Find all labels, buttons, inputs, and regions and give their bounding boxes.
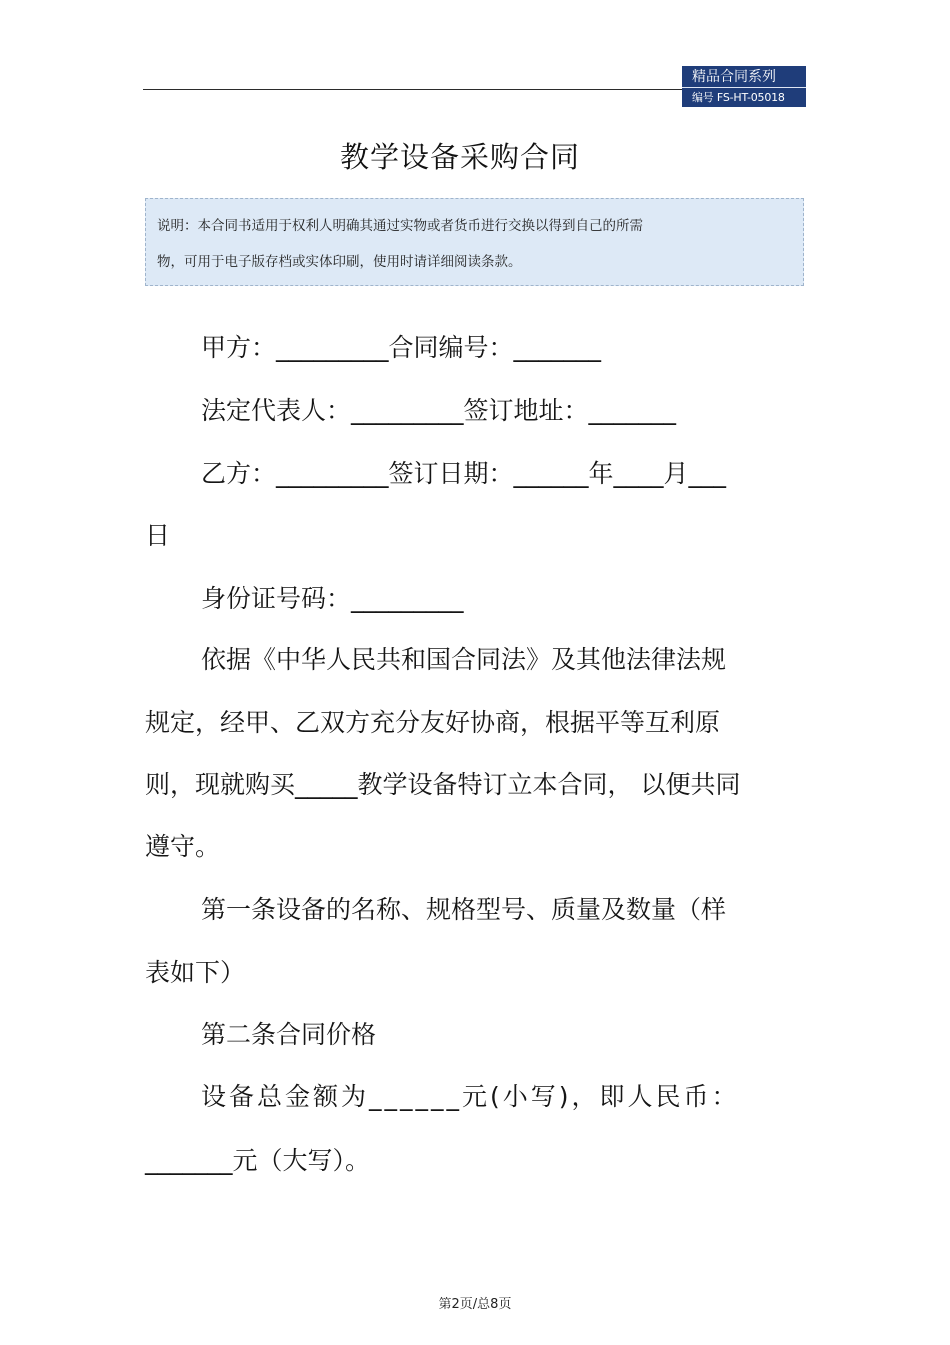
notice-line: 说明：本合同书适用于权利人明确其通过实物或者货币进行交换以得到自己的所需 xyxy=(157,218,643,234)
header-rule xyxy=(143,89,683,90)
article-two-heading: 第二条合同价格 xyxy=(201,1020,377,1049)
article-one-line: 表如下） xyxy=(145,958,246,987)
total-amount-line: _______元（大写）。 xyxy=(145,1146,371,1175)
notice-box xyxy=(145,198,804,286)
preamble-line: 依据《中华人民共和国合同法》及其他法律法规 xyxy=(201,645,727,674)
preamble-line: 遵守。 xyxy=(145,832,221,861)
series-label: 精品合同系列 xyxy=(682,66,806,88)
series-badge xyxy=(682,66,806,107)
legal-representative-line: 法定代表人：_________签订地址：_______ xyxy=(201,396,677,425)
document-code: 编号 FS-HT-05018 xyxy=(692,91,785,104)
page-title: 教学设备采购合同 xyxy=(339,140,580,174)
day-line: 日 xyxy=(145,521,171,550)
party-b-line: 乙方：_________签订日期：______年____月___ xyxy=(201,459,727,488)
total-amount-line: 设备总金额为______元(小写)，即人民币： xyxy=(201,1082,740,1111)
id-number-line: 身份证号码：_________ xyxy=(201,584,464,613)
article-one-line: 第一条设备的名称、规格型号、质量及数量（样 xyxy=(201,895,727,924)
party-a-line: 甲方：_________合同编号：_______ xyxy=(201,333,602,362)
preamble-line: 规定，经甲、乙双方充分友好协商，根据平等互利原 xyxy=(145,708,721,737)
page-indicator: 第2页/总8页 xyxy=(438,1297,512,1312)
notice-line: 物，可用于电子版存档或实体印刷，使用时请详细阅读条款。 xyxy=(157,254,522,270)
preamble-line: 则，现就购买_____教学设备特订立本合同， 以便共同 xyxy=(145,770,741,799)
